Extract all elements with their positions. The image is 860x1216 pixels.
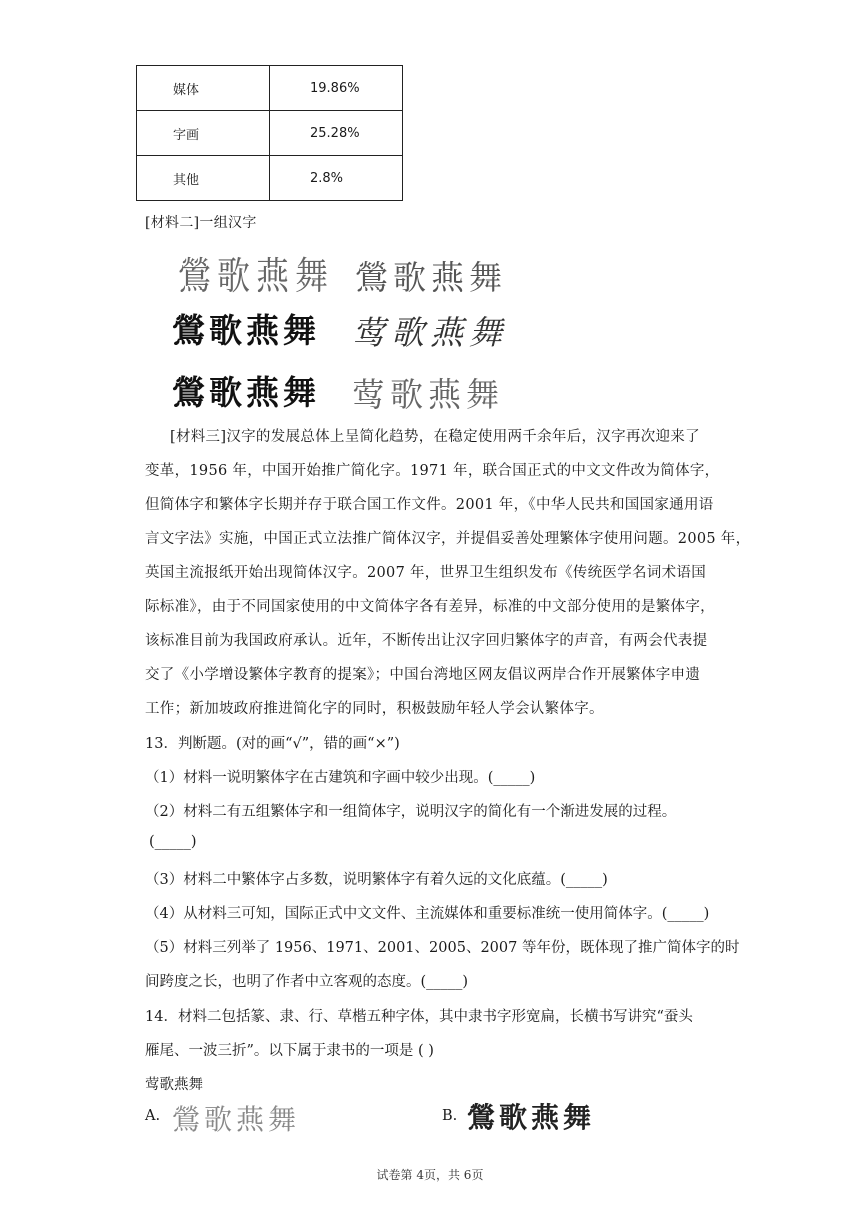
material3-line: 但简体字和繁体字长期并存于联合国工作文件。2001 年，《中华人民共和国国家通用语 — [145, 497, 714, 513]
question-14-stem: 14．材料二包括篆、隶、行、草楷五种字体，其中隶书字形宽扁，长横书写讲究“蚕头 — [145, 1009, 693, 1025]
material3-line: [材料三]汉字的发展总体上呈简化趋势，在稳定使用两千余年后，汉字再次迎来了 — [170, 429, 700, 445]
question-14-prompt: 莺歌燕舞 — [145, 1077, 203, 1093]
question-14-stem-cont: 雁尾、一波三折”。以下属于隶书的一项是 ( ) — [145, 1043, 434, 1059]
answer-blank[interactable]: (_____) — [149, 834, 197, 850]
question-13-title: 13．判断题。(对的画“√”，错的画“×”) — [145, 736, 400, 752]
question-13-item-3: （3）材料二中繁体字占多数，说明繁体字有着久远的文化底蕴。(_____) — [145, 872, 608, 888]
data-table — [136, 65, 403, 201]
material3-line: 变革，1956 年，中国开始推广简化字。1971 年，联合国正式的中文文件改为简体字， — [145, 463, 720, 479]
table-cell: 2.8% — [270, 156, 403, 201]
table-row — [137, 156, 403, 201]
table-cell: 媒体 — [137, 66, 270, 111]
material2-heading: [材料二]一组汉字 — [145, 215, 257, 231]
running-script-glyphs: 鶯歌燕舞 — [172, 373, 320, 412]
material3-line: 英国主流报纸开始出现简体汉字。2007 年，世界卫生组织发布《传统医学名词术语国 — [145, 565, 707, 581]
option-b-glyphs[interactable]: 鶯歌燕舞 — [467, 1101, 596, 1134]
regular-script-glyphs: 鶯歌燕舞 — [172, 311, 320, 350]
table-cell: 19.86% — [270, 66, 403, 111]
material3-line: 际标准》，由于不同国家使用的中文简体字各有差异，标准的中文部分使用的是繁体字， — [145, 599, 715, 615]
question-13-item-5-cont: 间跨度之长，也明了作者中立客观的态度。(_____) — [145, 974, 469, 990]
material3-line: 工作；新加坡政府推进简化字的同时，积极鼓励年轻人学会认繁体字。 — [145, 701, 604, 717]
question-13-item-5: （5）材料三列举了 1956、1971、2001、2005、2007 等年份，既体现了推广简体字的时 — [145, 940, 740, 956]
option-b-label[interactable]: B. — [442, 1108, 458, 1124]
table-row — [137, 66, 403, 111]
question-13-item-2: （2）材料二有五组繁体字和一组简体字，说明汉字的简化有一个渐进发展的过程。 — [145, 804, 677, 820]
option-a-glyphs[interactable]: 鶯歌燕舞 — [172, 1103, 301, 1136]
table-row — [137, 111, 403, 156]
option-a-label[interactable]: A. — [145, 1108, 161, 1124]
question-13-item-1: （1）材料一说明繁体字在古建筑和字画中较少出现。(_____) — [145, 770, 536, 786]
table-cell: 25.28% — [270, 111, 403, 156]
page-footer: 试卷第 4页，共 6页 — [376, 1168, 484, 1182]
table-cell: 字画 — [137, 111, 270, 156]
material3-line: 该标准目前为我国政府承认。近年，不断传出让汉字回归繁体字的声音，有两会代表提 — [145, 633, 708, 649]
cursive-script-glyphs: 莺歌燕舞 — [352, 313, 508, 352]
table-cell: 其他 — [137, 156, 270, 201]
seal-script-glyphs: 鶯歌燕舞 — [178, 253, 334, 299]
question-13-item-4: （4）从材料三可知，国际正式中文文件、主流媒体和重要标准统一使用简体字。(_____) — [145, 906, 710, 922]
clerical-script-glyphs: 鶯歌燕舞 — [355, 258, 507, 297]
material3-line: 交了《小学增设繁体字教育的提案》；中国台湾地区网友倡议两岸合作开展繁体字申遗 — [145, 667, 701, 683]
simplified-glyphs: 莺歌燕舞 — [352, 375, 504, 414]
material3-line: 言文字法》实施，中国正式立法推广简体汉字，并提倡妥善处理繁体字使用问题。2005 年， — [145, 531, 751, 547]
